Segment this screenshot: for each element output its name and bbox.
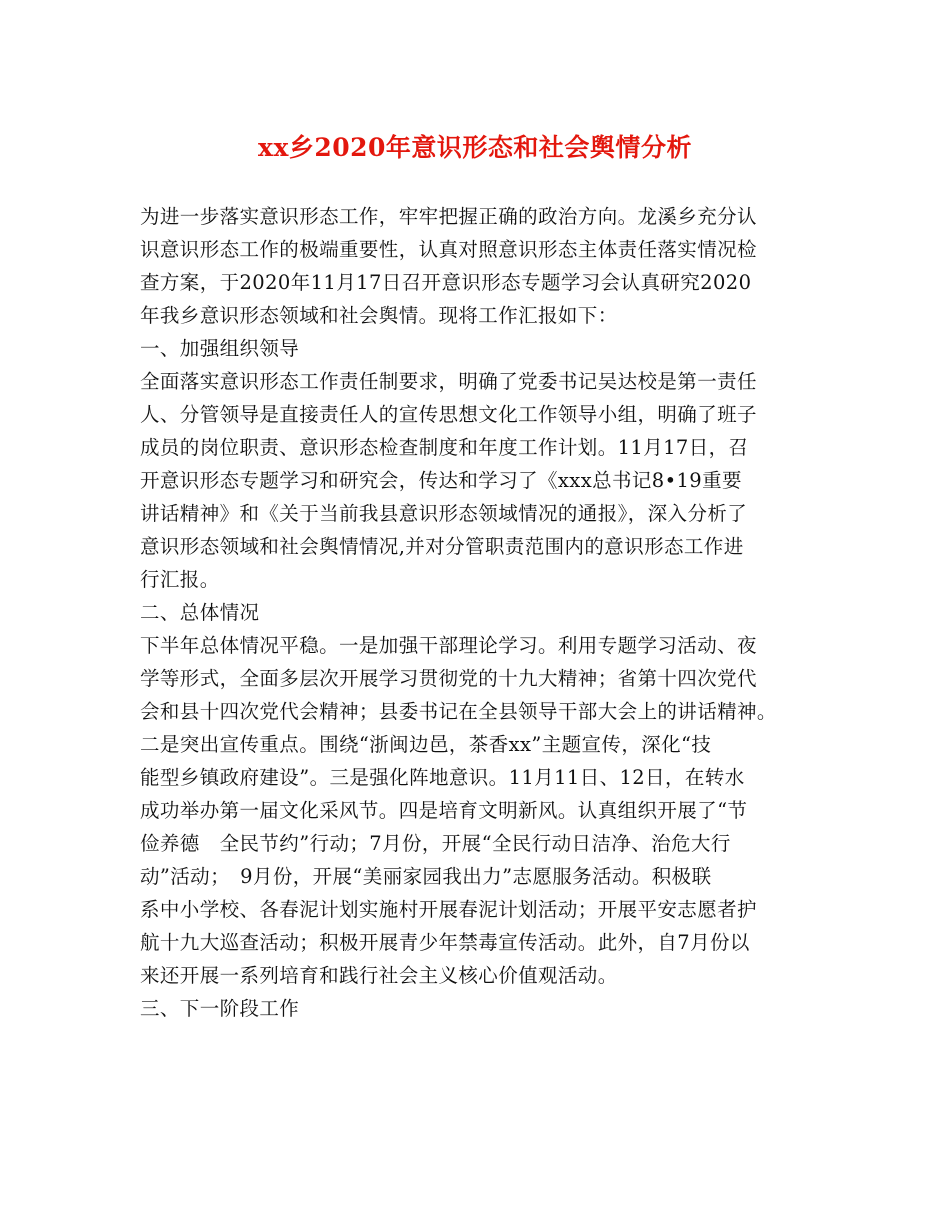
body-line: 能型乡镇政府建设”。三是强化阵地意识。11月11日、12日，在转水 [140,766,745,789]
body-line: 查方案，于2020年11月17日召开意识形态专题学习会认真研究2020 [140,271,752,294]
body-line: 讲话精神》和《关于当前我县意识形态领域情况的通报》，深入分析了 [140,502,748,525]
body-line: 年我乡意识形态领域和社会舆情。现将工作汇报如下： [140,304,618,327]
document-title: xx乡2020年意识形态和社会舆情分析 [258,133,692,162]
body-line: 开意识形态专题学习和研究会，传达和学习了《xxx总书记8•19重要 [140,469,742,492]
section-heading: 一、加强组织领导 [140,337,300,360]
body-line: 人、分管领导是直接责任人的宣传思想文化工作领导小组，明确了班子 [140,403,757,426]
section-heading: 二、总体情况 [140,601,260,624]
body-line: 识意识形态工作的极端重要性，认真对照意识形态主体责任落实情况检 [140,238,757,261]
body-line: 来还开展一系列培育和践行社会主义核心价值观活动。 [140,964,618,987]
body-line: 成员的岗位职责、意识形态检查制度和年度工作计划。11月17日，召 [140,436,749,459]
body-line: 学等形式，全面多层次开展学习贯彻党的十九大精神；省第十四次党代 [140,667,757,690]
body-line: 意识形态领域和社会舆情情况,并对分管职责范围内的意识形态工作进 [140,535,744,558]
body-line: 系中小学校、各春泥计划实施村开展春泥计划活动；开展平安志愿者护 [140,898,757,921]
body-line: 会和县十四次党代会精神；县委书记在全县领导干部大会上的讲话精神。 [140,700,777,723]
body-line: 为进一步落实意识形态工作，牢牢把握正确的政治方向。龙溪乡充分认 [140,205,757,228]
body-line: 二是突出宣传重点。围绕“浙闽边邑，茶香xx”主题宣传，深化“技 [140,733,712,756]
body-line: 俭养德 全民节约”行动；7月份，开展“全民行动日洁净、治危大行 [140,832,731,855]
body-line: 航十九大巡查活动；积极开展青少年禁毒宣传活动。此外，自7月份以 [140,931,750,954]
body-line: 动”活动； 9月份，开展“美丽家园我出力”志愿服务活动。积极联 [140,865,712,888]
document-body [140,200,812,1025]
section-heading: 三、下一阶段工作 [140,997,300,1020]
body-line: 行汇报。 [140,568,220,591]
body-line: 下半年总体情况平稳。一是加强干部理论学习。利用专题学习活动、夜 [140,634,757,657]
body-line: 成功举办第一届文化采风节。四是培育文明新风。认真组织开展了“节 [140,799,748,822]
body-line: 全面落实意识形态工作责任制要求，明确了党委书记吴达校是第一责任 [140,370,757,393]
